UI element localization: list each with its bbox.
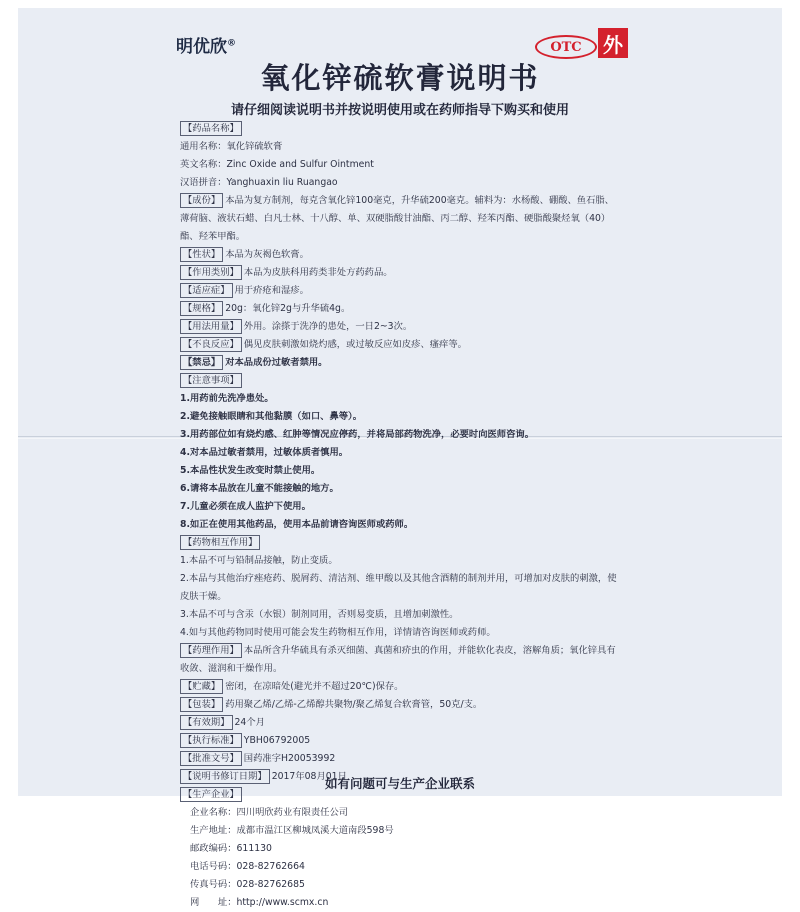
interaction-item: 4.如与其他药物同时使用可能会发生药物相互作用，详情请咨询医师或药师。: [180, 627, 496, 638]
phone-number: 电话号码：028-82762664: [190, 861, 305, 872]
precaution-item: 7.儿童必须在成人监护下使用。: [180, 501, 311, 512]
company-address: 生产地址：成都市温江区柳城凤溪大道南段598号: [190, 825, 394, 836]
brand-name: 明优欣: [176, 37, 227, 57]
section-interactions: 【药物相互作用】: [180, 535, 260, 550]
document-subtitle: 请仔细阅读说明书并按说明使用或在药师指导下购买和使用: [230, 103, 569, 118]
contact-note: 如有问题可与生产企业联系: [324, 776, 475, 791]
section-contraindications: 【禁忌】: [180, 355, 223, 370]
category-text: 本品为皮肤科用药类非处方药药品。: [243, 267, 393, 278]
pharmacology-block: [180, 642, 620, 678]
section-drug-name: 【药品名称】: [180, 121, 242, 136]
section-manufacturer: 【生产企业】: [180, 787, 242, 802]
document-title: 氧化锌硫软膏说明书: [260, 61, 540, 95]
ingredients-block: [180, 192, 620, 246]
section-precautions: 【注意事项】: [180, 373, 242, 388]
precaution-item: 6.请将本品放在儿童不能接触的地方。: [180, 483, 339, 494]
precaution-item: 4.对本品过敏者禁用，过敏体质者慎用。: [180, 447, 349, 458]
section-revision: 【说明书修订日期】: [180, 769, 270, 784]
adverse-text: 偶见皮肤刺激如烧灼感，或过敏反应如皮疹、瘙痒等。: [243, 339, 467, 350]
external-use-badge: 外: [598, 28, 628, 58]
dosage-text: 外用。涂搽于洗净的患处，一日2~3次。: [243, 321, 413, 332]
interaction-item: 3.本品不可与含汞（水银）制剂同用，否则易变质，且增加刺激性。: [180, 609, 459, 620]
section-storage: 【贮藏】: [180, 679, 223, 694]
precaution-item: 1.用药前先洗净患处。: [180, 393, 274, 404]
section-package: 【包装】: [180, 697, 223, 712]
precaution-item: 8.如正在使用其他药品，使用本品前请咨询医师或药师。: [180, 519, 414, 530]
approval-text: 国药准字H20053992: [243, 753, 336, 764]
fax-number: 传真号码：028-82762685: [190, 879, 305, 890]
section-standard: 【执行标准】: [180, 733, 242, 748]
pinyin-name: 汉语拼音：Yanghuaxin liu Ruangao: [180, 177, 338, 188]
interaction-item: 1.本品不可与铅制品接触，防止变质。: [180, 555, 338, 566]
package-text: 药用聚乙烯/乙烯-乙烯醇共聚物/聚乙烯复合软膏管，50克/支。: [225, 699, 483, 710]
precaution-item: 3.用药部位如有烧灼感、红肿等情况应停药，并将局部药物洗净，必要时向医师咨询。: [180, 429, 534, 440]
leaflet-body: [180, 120, 620, 912]
generic-name: 通用名称：氧化锌硫软膏: [180, 141, 283, 152]
section-approval: 【批准文号】: [180, 751, 242, 766]
storage-text: 密闭，在凉暗处(避光并不超过20℃)保存。: [225, 681, 404, 692]
section-spec: 【规格】: [180, 301, 223, 316]
revision-text: 2017年08月01日: [271, 771, 347, 782]
company-name: 企业名称：四川明欣药业有限责任公司: [190, 807, 349, 818]
contra-text: 对本品成份过敏者禁用。: [225, 357, 328, 368]
spec-text: 20g：氧化锌2g与升华硫4g。: [225, 303, 351, 314]
precaution-item: 5.本品性状发生改变时禁止使用。: [180, 465, 321, 476]
english-name: 英文名称：Zinc Oxide and Sulfur Ointment: [180, 159, 374, 170]
ingredients-text: 本品为复方制剂，每克含氧化锌100毫克，升华硫200毫克。辅料为：水杨酸、硼酸、鱼石脂、薄荷脑、液状石蜡、白凡士林、十八醇、单、双硬脂酸甘油酯、丙二醇、羟苯丙酯、硬脂酸聚烃氧（40）酯、羟苯甲酯。: [180, 195, 614, 242]
standard-text: YBH06792005: [243, 735, 311, 746]
section-validity: 【有效期】: [180, 715, 233, 730]
validity-text: 24个月: [234, 717, 265, 728]
section-adverse: 【不良反应】: [180, 337, 242, 352]
pharmacology-text: 本品所含升华硫具有杀灭细菌、真菌和疥虫的作用，并能软化表皮，溶解角质；氧化锌具有收敛、滋润和干燥作用。: [180, 645, 616, 674]
section-category: 【作用类别】: [180, 265, 242, 280]
leaflet-paper: [18, 8, 782, 908]
section-pharmacology: 【药理作用】: [180, 643, 242, 658]
section-indications: 【适应症】: [180, 283, 233, 298]
interaction-item: 2.本品与其他治疗痤疮药、脱屑药、清洁剂、维甲酸以及其他含酒精的制剂并用，可增加对皮肤的刺激，使皮肤干燥。: [180, 573, 617, 602]
indications-text: 用于疥疮和湿疹。: [234, 285, 309, 296]
website-url: 网 址：http://www.scmx.cn: [190, 897, 329, 908]
character-text: 本品为灰褐色软膏。: [225, 249, 309, 260]
precaution-item: 2.避免接触眼睛和其他黏膜（如口、鼻等）。: [180, 411, 362, 422]
brand-logo: [176, 32, 236, 57]
registered-mark: ®: [227, 38, 236, 49]
section-ingredients: 【成份】: [180, 193, 223, 208]
otc-badge: OTC: [535, 35, 597, 59]
section-dosage: 【用法用量】: [180, 319, 242, 334]
postal-code: 邮政编码：611130: [190, 843, 272, 854]
section-character: 【性状】: [180, 247, 223, 262]
